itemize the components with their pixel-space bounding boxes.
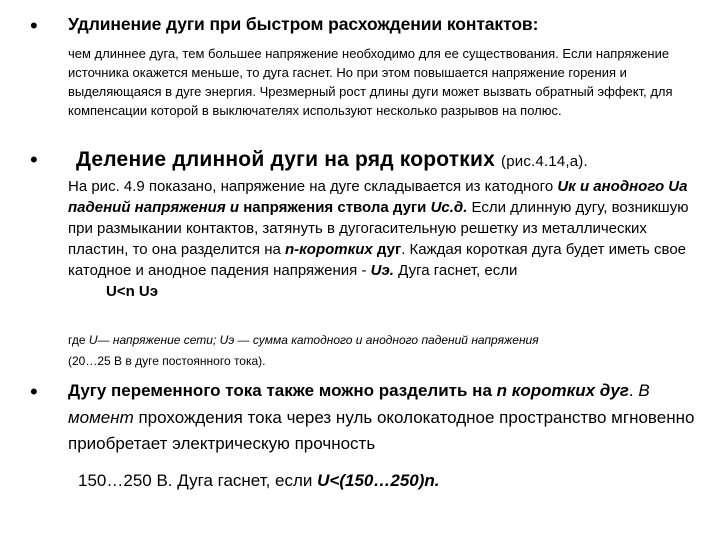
heading-arc-elongation-colon: : bbox=[532, 14, 539, 34]
emphasis-run: Uс.д. bbox=[430, 199, 468, 216]
paragraph-ac-arc bbox=[68, 378, 708, 494]
text-run: прохождения тока через нуль околокатодное пространство мгновенно приобретает электрическую прочность bbox=[68, 407, 695, 453]
note-tail: (20…25 В в дуге постоянного тока). bbox=[68, 354, 266, 368]
text-run: 150…250 В. Дуга гаснет, если bbox=[78, 470, 313, 490]
bold-run: дуг bbox=[376, 241, 402, 258]
text-run: . Каждая короткая дуга будет иметь свое катодное и анодное падения напряжения - bbox=[68, 241, 687, 279]
formula-note bbox=[68, 330, 708, 372]
text-run: Дуга гаснет, если bbox=[398, 262, 518, 279]
emphasis-run: В момент bbox=[68, 381, 650, 427]
emphasis-run: Uэ. bbox=[370, 262, 394, 279]
heading-arc-elongation-text: Удлинение дуги при быстром расхождении контактов bbox=[68, 14, 533, 34]
emphasis-run: n коротких дуг bbox=[496, 381, 629, 400]
bullet-1: • bbox=[30, 13, 38, 38]
bold-run: Дугу переменного тока также можно разделить на bbox=[68, 381, 492, 400]
paragraph-arc-division bbox=[68, 176, 708, 302]
text-run: . bbox=[628, 381, 634, 400]
emphasis-run: Uк и анодного Uа падений напряжения и bbox=[68, 178, 688, 216]
bullet-3: • bbox=[30, 379, 38, 404]
heading-arc-division bbox=[76, 148, 588, 172]
bold-run: напряжения ствола дуги bbox=[243, 199, 427, 216]
heading-arc-elongation bbox=[68, 14, 538, 35]
ac-condition-line bbox=[68, 468, 708, 495]
bullet-2: • bbox=[30, 147, 38, 172]
paragraph-arc-elongation: чем длиннее дуга, тем большее напряжение необходимо для ее существования. Если напряжение источника окажется меньше, то дуга гаснет. Но при этом повышается напряжение горения и выделяющаяся в дуге энергия. Чрезмерный рост длины дуги может вызвать обратный эффект, для компенсации которой в выключателях используют несколько разрывов на полюс. bbox=[68, 46, 673, 118]
ac-extinction-formula: U<(150…250)n. bbox=[317, 470, 440, 490]
note-prefix: где bbox=[68, 333, 86, 347]
extinction-formula: U<n Uэ bbox=[106, 283, 159, 300]
text-run: Если длинную дугу, возникшую при размыкании контактов, затянуть в дугогасительную решетку из металлических пластин, то она разделится на bbox=[68, 199, 689, 258]
figure-reference: (рис.4.14,а). bbox=[501, 153, 588, 170]
text-run: На рис. 4.9 показано, напряжение на дуге складывается из катодного bbox=[68, 178, 554, 195]
emphasis-run: n-коротких bbox=[285, 241, 373, 258]
heading-arc-division-text: Деление длинной дуги на ряд коротких bbox=[76, 148, 495, 171]
note-definitions: U— напряжение сети; Uэ — сумма катодного и анодного падений напряжения bbox=[88, 333, 539, 347]
